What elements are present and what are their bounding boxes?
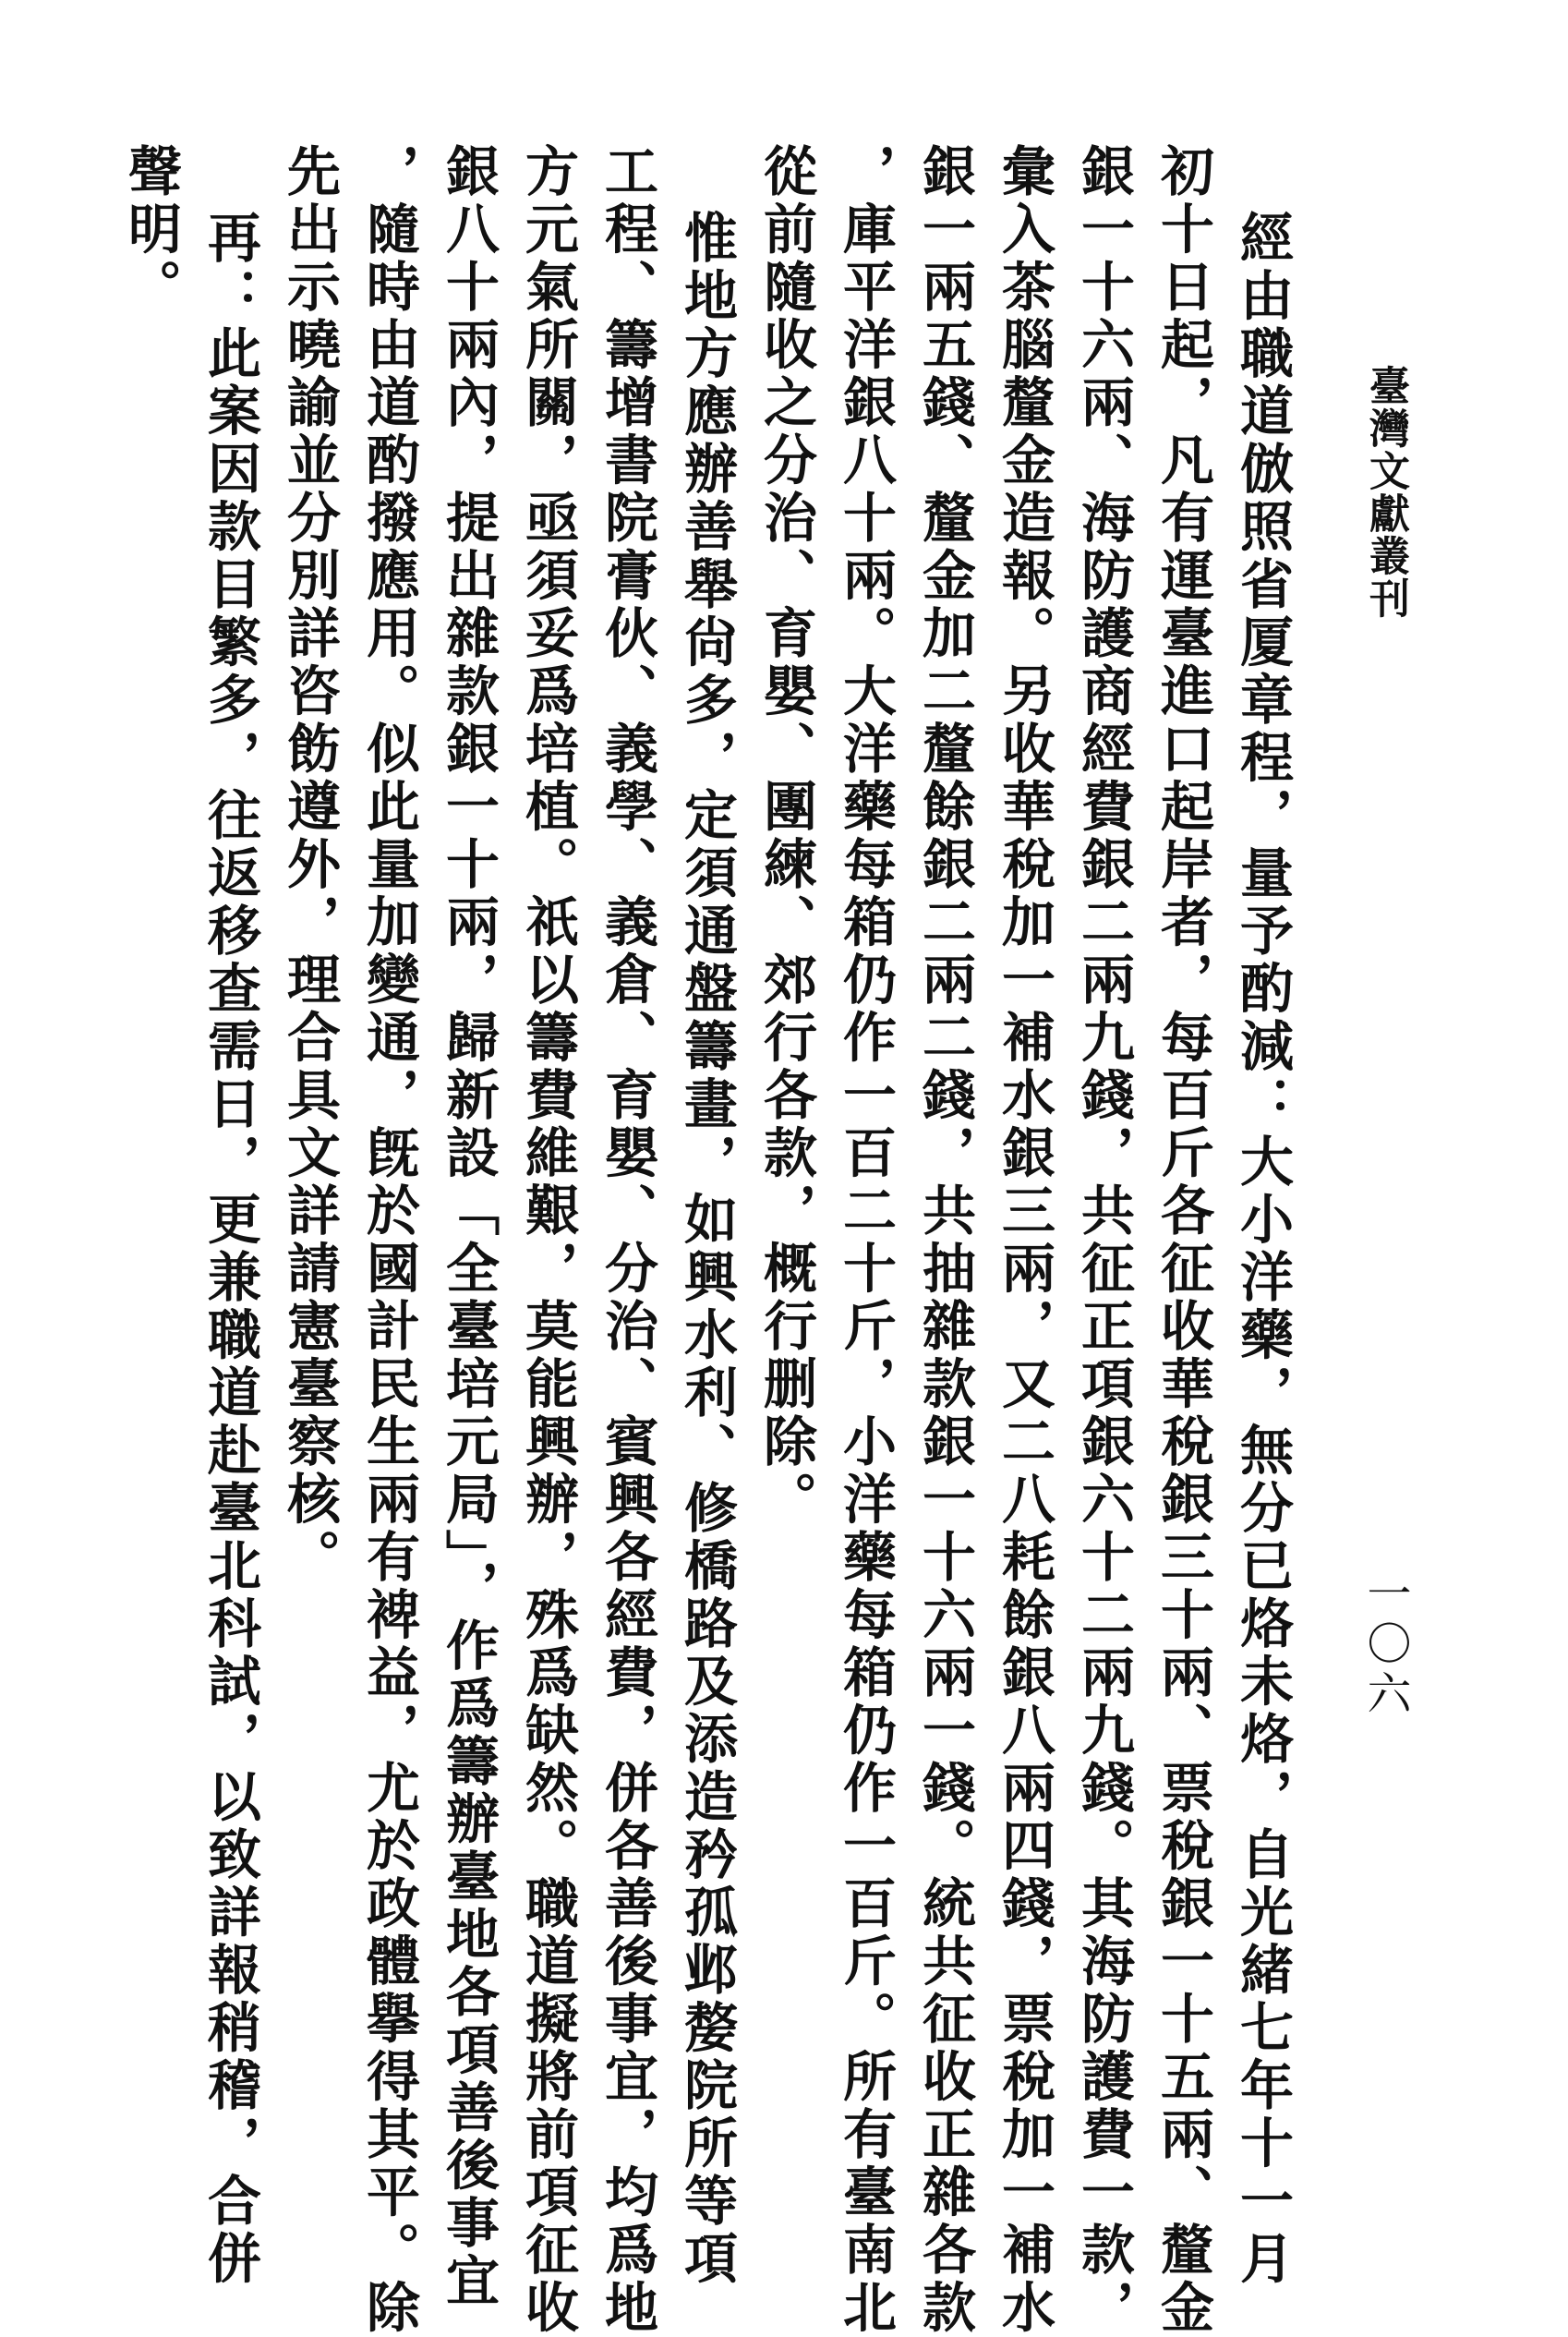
text-column: ，庫平洋銀八十兩。大洋藥每箱仍作一百二十斤，小洋藥每箱仍作一百斤。所有臺南北 [834, 143, 897, 2337]
book-title: 臺灣文獻叢刊 [1362, 365, 1409, 620]
text-column: 銀一十六兩、海防護商經費銀二兩九錢，共征正項銀六十二兩九錢。其海防護費一款， [1072, 143, 1135, 2337]
text-column: 聲明。 [119, 143, 182, 317]
text-column: 再：此案因款目繁多，往返移查需日，更兼職道赴臺北科試，以致詳報稍稽，合併 [199, 210, 261, 2288]
text-column: 方元氣所關，亟須妥爲培植。祇以籌費維艱，莫能興辦，殊爲缺然。職道擬將前項征收 [516, 143, 579, 2337]
text-column: 初十日起，凡有運臺進口起岸者，每百斤各征收華稅銀三十兩、票稅銀一十五兩、釐金 [1152, 143, 1214, 2337]
text-column: ，隨時由道酌撥應用。似此量加變通，旣於國計民生兩有裨益，尤於政體擧得其平。除 [357, 143, 420, 2337]
body-text [111, 143, 1302, 2337]
text-column: 經由職道倣照省厦章程，量予酌減：大小洋藥，無分已烙未烙，自光緒七年十一月 [1231, 210, 1294, 2288]
text-column: 彙入茶腦釐金造報。另收華稅加一補水銀三兩，又二八耗餘銀八兩四錢，票稅加一補水 [993, 143, 1055, 2337]
text-column: 惟地方應辦善舉尙多，定須通盤籌畫，如興水利、修橋路及添造矜孤邺嫠院所等項 [675, 210, 738, 2288]
text-column: 銀一兩五錢、釐金加二釐餘銀二兩二錢，共抽雜款銀一十六兩一錢。統共征收正雜各款 [913, 143, 976, 2337]
text-column: 先出示曉諭並分別詳咨飭遵外，理合具文詳請憲臺察核。 [278, 143, 341, 1587]
text-column: 工程、籌增書院膏伙、義學、義倉、育嬰、分治、賓興各經費，併各善後事宜，均爲地 [596, 143, 658, 2337]
text-column: 從前隨收之分治、育嬰、團練、郊行各款，概行删除。 [754, 143, 817, 1529]
text-column: 銀八十兩內，提出雜款銀一十兩，歸新設「全臺培元局」，作爲籌辦臺地各項善後事宜 [437, 143, 500, 2310]
page-number: 一〇六 [1359, 1570, 1411, 1720]
